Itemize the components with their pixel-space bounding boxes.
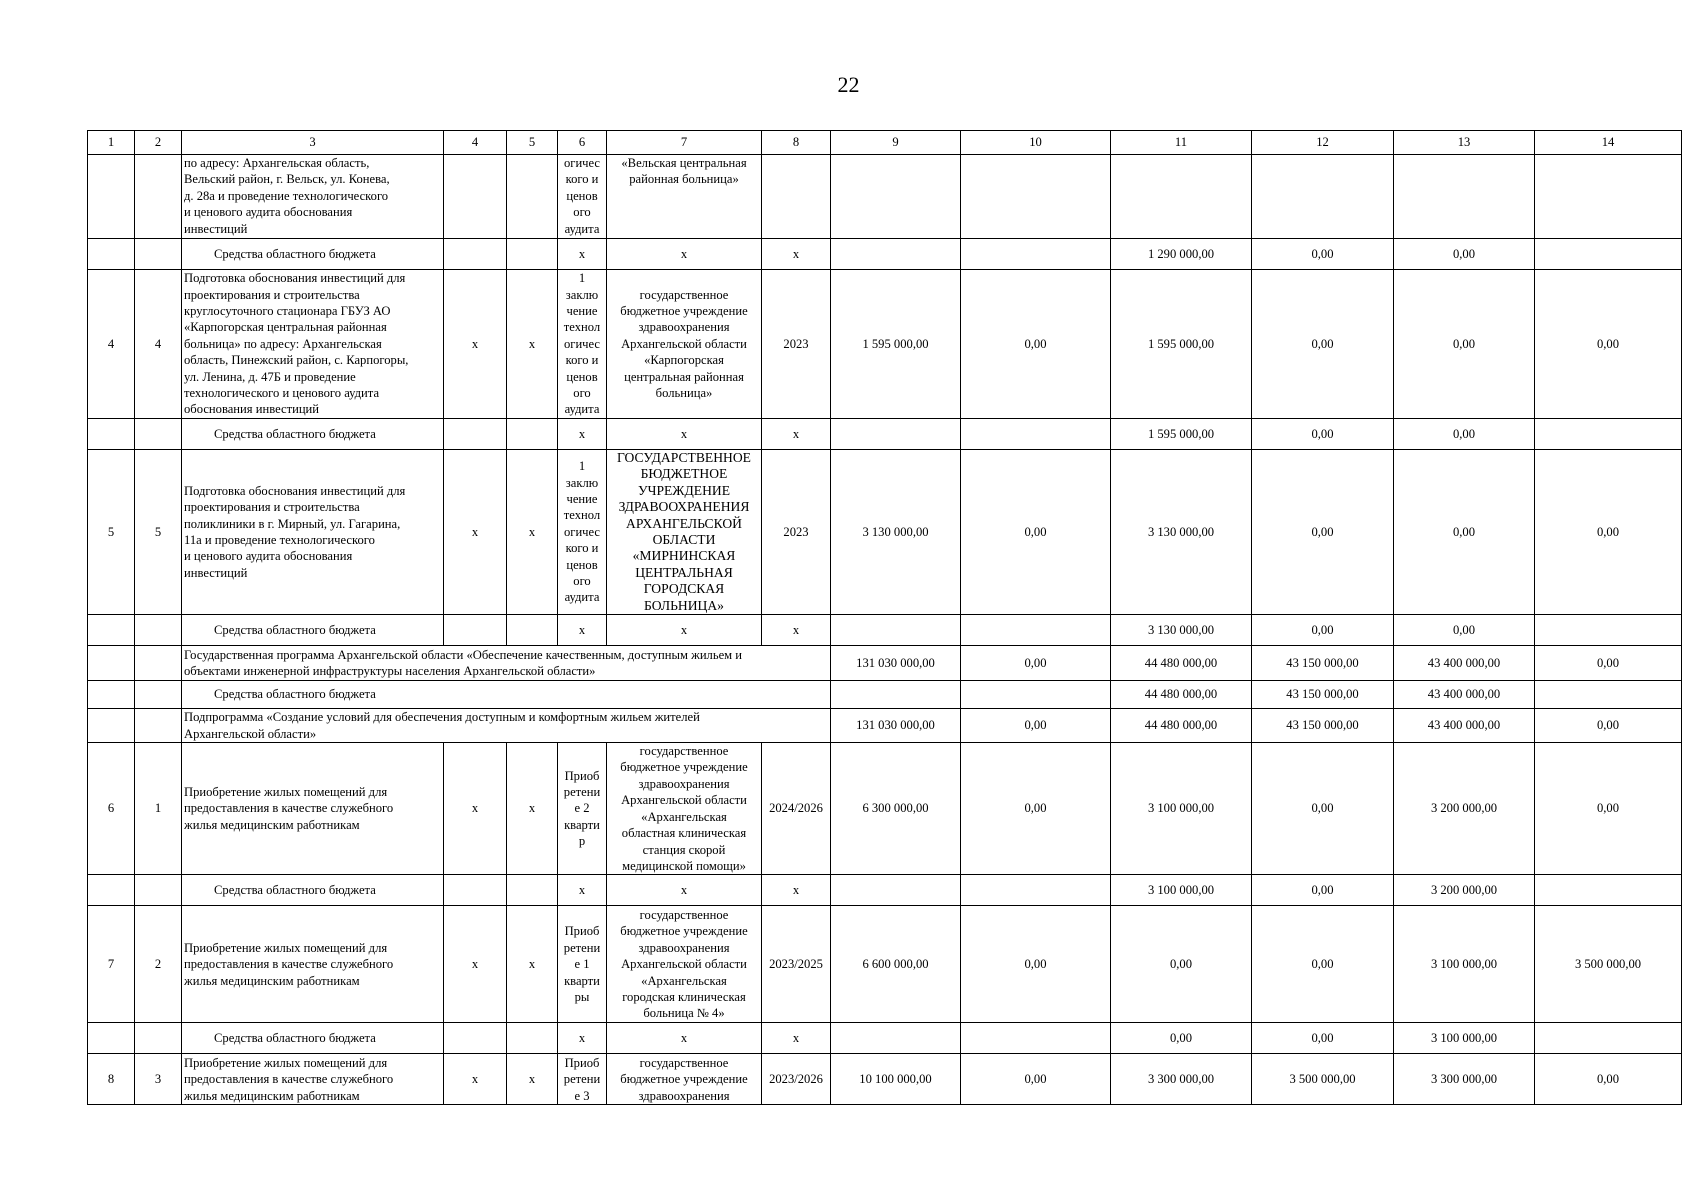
cell-c11: 44 480 000,00: [1111, 709, 1252, 743]
cell-c13: 3 300 000,00: [1394, 1054, 1535, 1105]
page-number: 22: [837, 72, 860, 97]
table-row: [88, 450, 1682, 615]
cell-c10: 0,00: [961, 270, 1111, 419]
funding-source-label: Средства областного бюджета: [182, 615, 444, 646]
funding-source-row: [88, 1023, 1682, 1054]
col-num-6: 6: [558, 131, 607, 155]
cell-c14: [1535, 419, 1682, 450]
cell-c8: х: [762, 875, 831, 906]
cell-c1: 7: [88, 906, 135, 1023]
col-num-5: 5: [507, 131, 558, 155]
cell-c9: 3 130 000,00: [831, 450, 961, 615]
cell-c8: х: [762, 1023, 831, 1054]
cell-c2: 4: [135, 270, 182, 419]
cell-c9: 10 100 000,00: [831, 1054, 961, 1105]
cell-c10: 0,00: [961, 743, 1111, 875]
cell-c12: 0,00: [1252, 743, 1394, 875]
cell-c9: [831, 239, 961, 270]
cell-c12: 0,00: [1252, 615, 1394, 646]
cell-c11: 1 290 000,00: [1111, 239, 1252, 270]
cell-c4: х: [444, 450, 507, 615]
cell-c7: х: [607, 615, 762, 646]
item-customer: государственное бюджетное учреждение здравоохранения Архангельской области «Архангельская городская клиническая больница № 4»: [607, 906, 762, 1023]
cell-c8: 2023/2025: [762, 906, 831, 1023]
cell-c8: х: [762, 419, 831, 450]
item-customer: государственное бюджетное учреждение здравоохранения: [607, 1054, 762, 1105]
table-row: [88, 1054, 1682, 1105]
cell-c13: 43 400 000,00: [1394, 681, 1535, 709]
cell-c1: 6: [88, 743, 135, 875]
cell-c10: [961, 875, 1111, 906]
item-result: Приоб ретени е 1 кварти ры: [558, 906, 607, 1023]
col-num-11: 11: [1111, 131, 1252, 155]
item-customer: государственное бюджетное учреждение здравоохранения Архангельской области «Архангельская областная клиническая станция скорой медицинской помощи»: [607, 743, 762, 875]
cell-c10: [961, 419, 1111, 450]
cell-c14: [1535, 615, 1682, 646]
cell-c8: 2023: [762, 450, 831, 615]
item-customer: государственное бюджетное учреждение здравоохранения Архангельской области «Карпогорская центральная районная больница»: [607, 270, 762, 419]
cell-c6: х: [558, 1023, 607, 1054]
cell-c10: [961, 615, 1111, 646]
cell-c12: 0,00: [1252, 419, 1394, 450]
cell-c14: 0,00: [1535, 450, 1682, 615]
cell-c6: х: [558, 419, 607, 450]
funding-source-row: [88, 239, 1682, 270]
cell-c13: 3 100 000,00: [1394, 906, 1535, 1023]
program-title: Государственная программа Архангельской области «Обеспечение качественным, доступным жильем и объектами инженерной инфраструктуры населения Архангельской области»: [182, 646, 831, 681]
item-result: 1 заклю чение технол огичес кого и ценов ого аудита: [558, 270, 607, 419]
item-result: 1 заклю чение технол огичес кого и ценов ого аудита: [558, 450, 607, 615]
cell-c1: 4: [88, 270, 135, 419]
cell-c9: [831, 419, 961, 450]
item-customer: «Вельская центральная районная больница»: [607, 155, 762, 239]
col-num-13: 13: [1394, 131, 1535, 155]
cell-c7: х: [607, 1023, 762, 1054]
cell-c14: 0,00: [1535, 743, 1682, 875]
cell-c11: 3 130 000,00: [1111, 450, 1252, 615]
cell-c9: 131 030 000,00: [831, 646, 961, 681]
funding-source-label: Средства областного бюджета: [182, 239, 444, 270]
cell-c9: [831, 1023, 961, 1054]
cell-c13: 0,00: [1394, 419, 1535, 450]
cell-c2: 1: [135, 743, 182, 875]
cell-c13: 43 400 000,00: [1394, 646, 1535, 681]
cell-c10: 0,00: [961, 906, 1111, 1023]
funding-source-label: Средства областного бюджета: [182, 1023, 444, 1054]
cell-c11: 3 100 000,00: [1111, 875, 1252, 906]
cell-c10: [961, 239, 1111, 270]
funding-source-row: [88, 681, 1682, 709]
cell-c10: [961, 681, 1111, 709]
cell-c7: х: [607, 239, 762, 270]
cell-c10: 0,00: [961, 450, 1111, 615]
cell-c14: 0,00: [1535, 709, 1682, 743]
budget-table: [87, 130, 1682, 1105]
cell-c13: 0,00: [1394, 270, 1535, 419]
cell-c13: 3 200 000,00: [1394, 743, 1535, 875]
cell-c5: х: [507, 450, 558, 615]
cell-c13: 43 400 000,00: [1394, 709, 1535, 743]
subprogram-row: [88, 709, 1682, 743]
cell-c4: х: [444, 270, 507, 419]
table-row: [88, 743, 1682, 875]
cell-c12: 0,00: [1252, 875, 1394, 906]
col-num-3: 3: [182, 131, 444, 155]
cell-c10: 0,00: [961, 709, 1111, 743]
col-num-2: 2: [135, 131, 182, 155]
cell-c5: х: [507, 270, 558, 419]
cell-c11: 44 480 000,00: [1111, 681, 1252, 709]
cell-c6: х: [558, 875, 607, 906]
item-description: Приобретение жилых помещений для предоставления в качестве служебного жилья медицинским работникам: [182, 906, 444, 1023]
cell-c1: 8: [88, 1054, 135, 1105]
cell-c6: х: [558, 239, 607, 270]
cell-c14: 3 500 000,00: [1535, 906, 1682, 1023]
cell-c14: 0,00: [1535, 1054, 1682, 1105]
cell-c5: х: [507, 743, 558, 875]
cell-c14: [1535, 1023, 1682, 1054]
cell-c13: 3 100 000,00: [1394, 1023, 1535, 1054]
cell-c4: х: [444, 743, 507, 875]
cell-c12: 0,00: [1252, 239, 1394, 270]
cell-c8: х: [762, 239, 831, 270]
cell-c13: 3 200 000,00: [1394, 875, 1535, 906]
item-description: Приобретение жилых помещений для предоставления в качестве служебного жилья медицинским работникам: [182, 1054, 444, 1105]
table-row: [88, 155, 1682, 239]
col-num-7: 7: [607, 131, 762, 155]
cell-c9: 6 600 000,00: [831, 906, 961, 1023]
cell-c14: [1535, 239, 1682, 270]
cell-c8: 2023: [762, 270, 831, 419]
cell-c8: х: [762, 615, 831, 646]
cell-c11: 3 300 000,00: [1111, 1054, 1252, 1105]
cell-c12: 43 150 000,00: [1252, 709, 1394, 743]
cell-c12: 0,00: [1252, 270, 1394, 419]
item-description: Подготовка обоснования инвестиций для проектирования и строительства круглосуточного стационара ГБУЗ АО «Карпогорская центральная районная больница» по адресу: Архангельская область, Пинежский район, с. Карпогоры, ул. Ленина, д. 47Б и проведение технологического и ценового аудита обоснования инвестиций: [182, 270, 444, 419]
subprogram-title: Подпрограмма «Создание условий для обеспечения доступным и комфортным жильем жителей Архангельской области»: [182, 709, 831, 743]
col-num-4: 4: [444, 131, 507, 155]
funding-source-label: Средства областного бюджета: [182, 419, 444, 450]
cell-c9: [831, 875, 961, 906]
cell-c10: [961, 1023, 1111, 1054]
cell-c7: х: [607, 875, 762, 906]
cell-c12: 0,00: [1252, 906, 1394, 1023]
funding-source-row: [88, 875, 1682, 906]
cell-c9: 1 595 000,00: [831, 270, 961, 419]
cell-c11: 1 595 000,00: [1111, 270, 1252, 419]
cell-c9: [831, 681, 961, 709]
item-description: Приобретение жилых помещений для предоставления в качестве служебного жилья медицинским работникам: [182, 743, 444, 875]
cell-c9: 131 030 000,00: [831, 709, 961, 743]
cell-c11: 3 100 000,00: [1111, 743, 1252, 875]
funding-source-label: Средства областного бюджета: [182, 875, 444, 906]
col-num-14: 14: [1535, 131, 1682, 155]
item-result: огичес кого и ценов ого аудита: [558, 155, 607, 239]
cell-c2: 2: [135, 906, 182, 1023]
cell-c2: 3: [135, 1054, 182, 1105]
cell-c12: 3 500 000,00: [1252, 1054, 1394, 1105]
cell-c8: 2024/2026: [762, 743, 831, 875]
cell-c13: 0,00: [1394, 239, 1535, 270]
funding-source-row: [88, 419, 1682, 450]
cell-c13: 0,00: [1394, 450, 1535, 615]
cell-c11: 1 595 000,00: [1111, 419, 1252, 450]
cell-c11: 44 480 000,00: [1111, 646, 1252, 681]
cell-c14: 0,00: [1535, 646, 1682, 681]
cell-c10: 0,00: [961, 1054, 1111, 1105]
cell-c5: х: [507, 1054, 558, 1105]
cell-c9: 6 300 000,00: [831, 743, 961, 875]
cell-c12: 0,00: [1252, 1023, 1394, 1054]
funding-source-label: Средства областного бюджета: [182, 681, 831, 709]
cell-c8: 2023/2026: [762, 1054, 831, 1105]
item-result: Приоб ретени е 3: [558, 1054, 607, 1105]
cell-c2: 5: [135, 450, 182, 615]
cell-c1: 5: [88, 450, 135, 615]
cell-c12: 0,00: [1252, 450, 1394, 615]
cell-c4: х: [444, 1054, 507, 1105]
cell-c12: 43 150 000,00: [1252, 681, 1394, 709]
cell-c5: х: [507, 906, 558, 1023]
col-num-9: 9: [831, 131, 961, 155]
cell-c11: 3 130 000,00: [1111, 615, 1252, 646]
cell-c7: х: [607, 419, 762, 450]
table-row: [88, 906, 1682, 1023]
cell-c6: х: [558, 615, 607, 646]
item-result: Приоб ретени е 2 кварти р: [558, 743, 607, 875]
cell-c14: 0,00: [1535, 270, 1682, 419]
cell-c13: 0,00: [1394, 615, 1535, 646]
col-num-10: 10: [961, 131, 1111, 155]
col-num-8: 8: [762, 131, 831, 155]
cell-c11: 0,00: [1111, 1023, 1252, 1054]
column-numbers-row: [88, 131, 1682, 155]
item-description: Подготовка обоснования инвестиций для проектирования и строительства поликлиники в г. Мирный, ул. Гагарина, 11а и проведение технологического и ценового аудита обоснования инвестиций: [182, 450, 444, 615]
col-num-12: 12: [1252, 131, 1394, 155]
program-row: [88, 646, 1682, 681]
cell-c12: 43 150 000,00: [1252, 646, 1394, 681]
item-description: по адресу: Архангельская область, Вельский район, г. Вельск, ул. Конева, д. 28а и проведение технологического и ценового аудита обоснования инвестиций: [182, 155, 444, 239]
cell-c11: 0,00: [1111, 906, 1252, 1023]
cell-c14: [1535, 681, 1682, 709]
table-row: [88, 270, 1682, 419]
item-customer: ГОСУДАРСТВЕННОЕ БЮДЖЕТНОЕ УЧРЕЖДЕНИЕ ЗДРАВООХРАНЕНИЯ АРХАНГЕЛЬСКОЙ ОБЛАСТИ «МИРНИНСКАЯ ЦЕНТРАЛЬНАЯ ГОРОДСКАЯ БОЛЬНИЦА»: [607, 450, 762, 615]
cell-c14: [1535, 875, 1682, 906]
cell-c9: [831, 615, 961, 646]
col-num-1: 1: [88, 131, 135, 155]
funding-source-row: [88, 615, 1682, 646]
cell-c4: х: [444, 906, 507, 1023]
cell-c10: 0,00: [961, 646, 1111, 681]
